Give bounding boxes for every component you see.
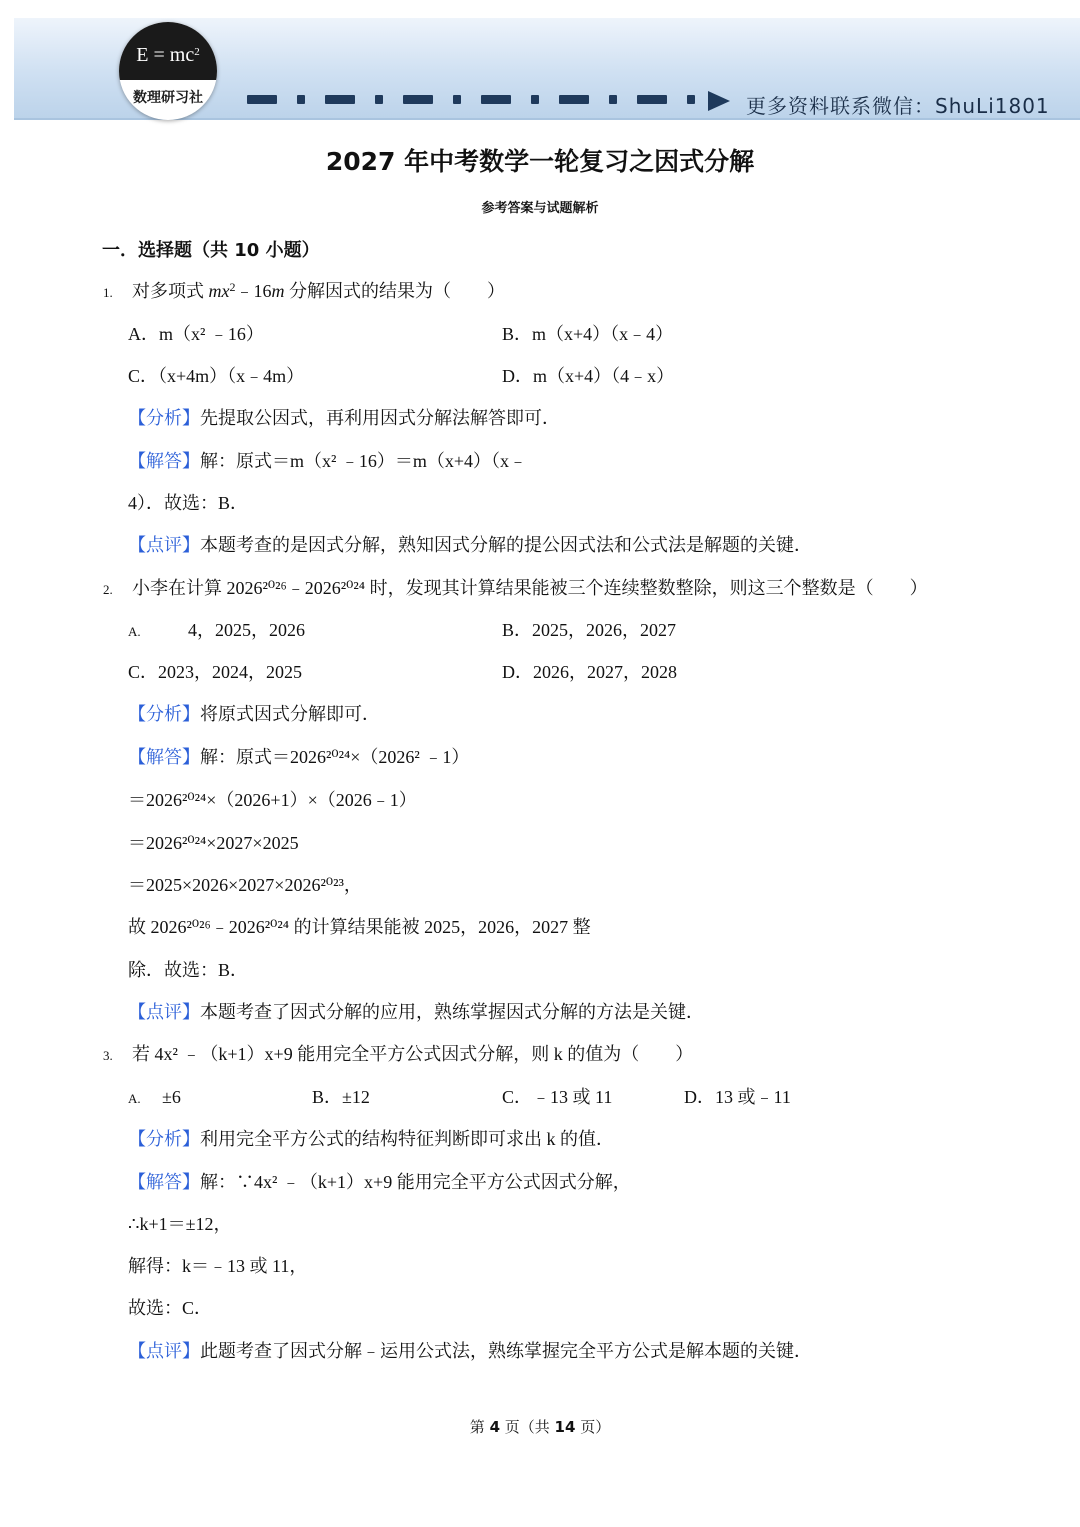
option-a-label: A. xyxy=(128,1091,141,1106)
option-c: C．（x+4m）（x﹣4m） xyxy=(128,366,305,386)
question-stem: 若 4x² ﹣（k+1）x+9 能用完全平方公式因式分解，则 k 的值为（ ） xyxy=(132,1044,694,1064)
solution-line: 除．故选：B． xyxy=(128,960,249,980)
logo-formula: $E = mc^2$ xyxy=(119,22,217,80)
analysis-line: 【分析】利用完全平方公式的结构特征判断即可求出 k 的值． xyxy=(128,1129,614,1149)
solution-line: ∴k+1＝±12， xyxy=(128,1214,232,1234)
option-d: D．m（x+4）（4﹣x） xyxy=(502,366,675,386)
header-banner xyxy=(14,18,1080,120)
analysis-line: 【分析】先提取公因式，再利用因式分解法解答即可． xyxy=(128,408,560,428)
option-b: B．2025，2026，2027 xyxy=(502,620,677,640)
solution-line: ＝2025×2026×2027×2026²⁰²³， xyxy=(128,875,362,895)
solution-line: 解得：k＝﹣13 或 11， xyxy=(128,1256,308,1276)
question-number: 1. xyxy=(103,285,113,300)
option-c: C．﹣13 或 11 xyxy=(502,1087,613,1107)
solution-line: 故 2026²⁰²⁶﹣2026²⁰²⁴ 的计算结果能被 2025，2026，2027 整 xyxy=(128,917,591,937)
question-stem: 对多项式 $mx^2﹣16m$ 分解因式的结果为（ ） xyxy=(132,280,505,301)
option-a-label: A. xyxy=(128,624,141,639)
page-number: 4 xyxy=(489,1418,500,1436)
option-d: D．2026，2027，2028 xyxy=(502,662,677,682)
option-a: A．m（x² ﹣16） xyxy=(128,324,264,344)
solution-line: ＝2026²⁰²⁴×2027×2025 xyxy=(128,833,299,853)
analysis-tag: 【分析】 xyxy=(128,1129,200,1149)
option-d: D．13 或﹣11 xyxy=(684,1087,791,1107)
solution-line: 【解答】解：原式＝2026²⁰²⁴×（2026² ﹣1） xyxy=(128,747,470,767)
option-a: 4，2025，2026 xyxy=(188,620,305,640)
logo-caption: 数理研习社 xyxy=(133,90,203,106)
option-a: ±6 xyxy=(162,1087,181,1107)
comment-tag: 【点评】 xyxy=(128,535,200,555)
question-number: 3. xyxy=(103,1048,113,1063)
question-number: 2. xyxy=(103,582,113,597)
wechat-contact: 更多资料联系微信：ShuLi1801 xyxy=(746,94,1050,118)
page-total: 14 xyxy=(554,1418,576,1436)
logo xyxy=(119,22,217,120)
solution-line: 故选：C． xyxy=(128,1298,213,1318)
option-c: C．2023，2024，2025 xyxy=(128,662,303,682)
solution-line: 4）．故选：B． xyxy=(128,493,249,513)
solution-line: ＝2026²⁰²⁴×（2026+1）×（2026﹣1） xyxy=(128,790,417,810)
page-footer: 第 4 页（共 14 页） xyxy=(469,1418,611,1436)
comment-line: 【点评】本题考查的是因式分解，熟知因式分解的提公因式法和公式法是解题的关键． xyxy=(128,535,812,555)
comment-tag: 【点评】 xyxy=(128,1002,200,1022)
solution-line: 【解答】解：∵4x² ﹣（k+1）x+9 能用完全平方公式因式分解， xyxy=(128,1172,631,1192)
page-title: 2027 年中考数学一轮复习之因式分解 xyxy=(325,147,755,176)
comment-line: 【点评】此题考查了因式分解﹣运用公式法，熟练掌握完全平方公式是解本题的关键． xyxy=(128,1341,812,1361)
question-stem: 小李在计算 2026²⁰²⁶﹣2026²⁰²⁴ 时，发现其计算结果能被三个连续整数整除，则这三个整数是（ ） xyxy=(132,578,928,598)
analysis-line: 【分析】将原式因式分解即可． xyxy=(128,704,380,724)
comment-tag: 【点评】 xyxy=(128,1341,200,1361)
analysis-tag: 【分析】 xyxy=(128,408,200,428)
option-b: B．m（x+4）（x﹣4） xyxy=(502,324,674,344)
solution-tag: 【解答】 xyxy=(128,747,200,767)
page-subtitle: 参考答案与试题解析 xyxy=(481,201,599,216)
arrow-right-icon xyxy=(708,91,730,111)
solution-line: 【解答】解：原式＝m（x² ﹣16）＝m（x+4）（x﹣ xyxy=(128,451,528,471)
option-b: B．±12 xyxy=(312,1087,370,1107)
solution-tag: 【解答】 xyxy=(128,1172,200,1192)
comment-line: 【点评】本题考查了因式分解的应用，熟练掌握因式分解的方法是关键． xyxy=(128,1002,704,1022)
analysis-tag: 【分析】 xyxy=(128,704,200,724)
solution-tag: 【解答】 xyxy=(128,451,200,471)
section-heading: 一．选择题（共 10 小题） xyxy=(102,240,320,261)
